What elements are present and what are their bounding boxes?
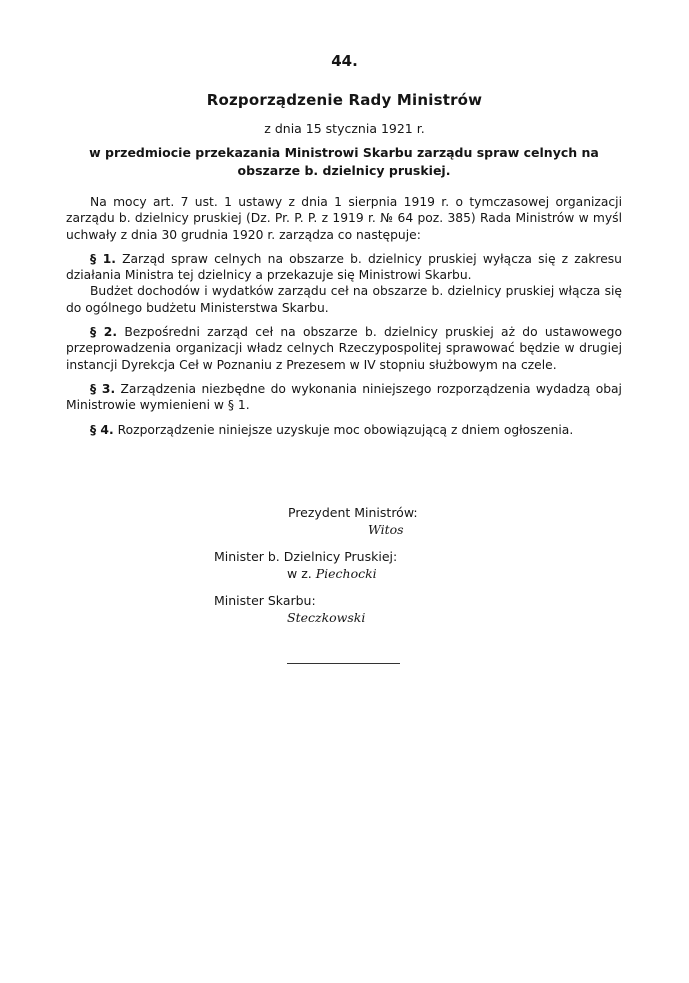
section-4 (66, 422, 622, 438)
section-1-budget (66, 283, 622, 316)
section-text: Rozporządzenie niniejsze uzyskuje moc obowiązującą z dniem ogłoszenia. (117, 422, 574, 437)
president-name: Witos (368, 522, 404, 537)
regulation-date: z dnia 15 stycznia 1921 r. (264, 121, 425, 136)
section-2 (66, 324, 622, 373)
minister1-line (287, 565, 397, 582)
section-text: Bezpośredni zarząd ceł na obszarze b. dzielnicy pruskiej aż do ustawowego przeprowadzenia organizacji władz celnych Rzeczypospolitej sprawować będzie w drugiej instancji Dyrekcja Ceł w Poznaniu z Prezesem w IV stopniu służbowym na czele. (66, 325, 622, 372)
president-title: Prezydent Ministrów: (288, 505, 418, 520)
section-mark: § 3. (90, 381, 116, 396)
minister2-title: Minister Skarbu: (214, 593, 316, 608)
minister1-signature (214, 548, 397, 582)
minister2-name: Steczkowski (287, 610, 366, 625)
section-text: Budżet dochodów i wydatków zarządu ceł na obszarze b. dzielnicy pruskiej włącza się do ogólnego budżetu Ministerstwa Skarbu. (66, 284, 622, 315)
section-mark: § 2. (90, 325, 118, 340)
page-number: 44. (331, 52, 358, 70)
section-1 (66, 251, 622, 284)
minister1-prefix: w z. (287, 566, 312, 581)
section-text: Zarząd spraw celnych na obszarze b. dzielnicy pruskiej wyłącza się z zakresu działania Ministra tej dzielnicy a przekazuje się Ministrowi Skarbu. (66, 251, 622, 283)
regulation-body (66, 194, 622, 438)
regulation-title: Rozporządzenie Rady Ministrów (206, 91, 483, 109)
section-mark: § 1. (90, 251, 116, 266)
section-mark: § 4. (90, 422, 114, 437)
minister1-name: Piechocki (315, 566, 377, 581)
regulation-subject: w przedmiocie przekazania Ministrowi Skarbu zarządu spraw celnych na obszarze b. dzielnicy pruskiej. (89, 145, 599, 178)
section-text: Zarządzenia niezbędne do wykonania niniejszego rozporządzenia wydadzą obaj Ministrowie wymienieni w § 1. (66, 381, 622, 413)
preamble: Na mocy art. 7 ust. 1 ustawy z dnia 1 sierpnia 1919 r. o tymczasowej organizacji zarządu b. dzielnicy pruskiej (Dz. Pr. P. P. z 1919 r. № 64 poz. 385) Rada Ministrów w myśl uchwały z dnia 30 grudnia 1920 r. zarządza co następuje: (66, 195, 622, 242)
president-signature (288, 504, 418, 538)
closing-rule (287, 663, 400, 664)
section-3 (66, 381, 622, 414)
minister2-signature (214, 592, 365, 626)
minister1-title: Minister b. Dzielnicy Pruskiej: (214, 549, 398, 564)
